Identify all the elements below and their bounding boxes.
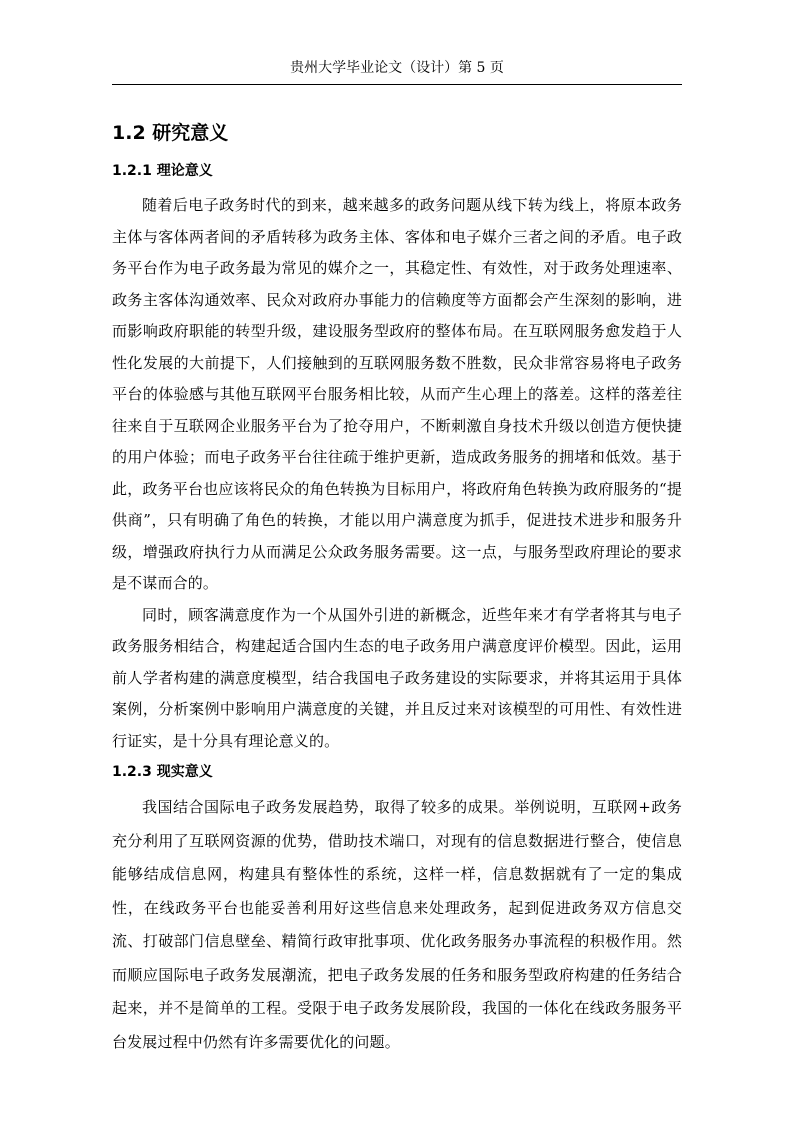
subsection-heading-theory: 1.2.1 理论意义 — [112, 163, 213, 179]
paragraph-theory-2: 同时，顾客满意度作为一个从国外引进的新概念，近些年来才有学者将其与电子政务服务相结合，构建起适合国内生态的电子政务用户满意度评价模型。因此，运用前人学者构建的满意度模型，结合我国电子政务建设的实际要求，并将其运用于具体案例，分析案例中影响用户满意度的关键，并且反过来对该模型的可用性、有效性进行证实，是十分具有理论意义的。 — [112, 605, 682, 750]
subsection-heading-practice: 1.2.3 现实意义 — [112, 764, 213, 780]
paragraph-theory-1: 随着后电子政务时代的到来，越来越多的政务问题从线下转为线上，将原本政务主体与客体两者间的矛盾转移为政务主体、客体和电子媒介三者之间的矛盾。电子政务平台作为电子政务最为常见的媒介之一，其稳定性、有效性，对于政务处理速率、政务主客体沟通效率、民众对政府办事能力的信赖度等方面都会产生深刻的影响，进而影响政府职能的转型升级，建设服务型政府的整体布局。在互联网服务愈发趋于人性化发展的大前提下，人们接触到的互联网服务数不胜数，民众非常容易将电子政务平台的体验感与其他互联网平台服务相比较，从而产生心理上的落差。这样的落差往往来自于互联网企业服务平台为了抢夺用户，不断刺激自身技术升级以创造方便快捷的用户体验；而电子政务平台往往疏于维护更新，造成政务服务的拥堵和低效。基于此，政务平台也应该将民众的角色转换为目标用户，将政府角色转换为政府服务的“提供商”，只有明确了角色的转换，才能以用户满意度为抓手，促进技术进步和服务升级，增强政府执行力从而满足公众政务服务需要。这一点，与服务型政府理论的要求是不谋而合的。 — [112, 196, 682, 592]
section-heading: 1.2 研究意义 — [112, 122, 229, 144]
paragraph-practice-1: 我国结合国际电子政务发展趋势，取得了较多的成果。举例说明，互联网+政务充分利用了互联网资源的优势，借助技术端口，对现有的信息数据进行整合，使信息能够结成信息网，构建具有整体性的系统，这样一样，信息数据就有了一定的集成性，在线政务平台也能妥善利用好这些信息来处理政务，起到促进政务双方信息交流、打破部门信息壁垒、精简行政审批事项、优化政务服务办事流程的积极作用。然而顺应国际电子政务发展潮流，把电子政务发展的任务和服务型政府构建的任务结合起来，并不是简单的工程。受限于电子政务发展阶段，我国的一体化在线政务服务平台发展过程中仍然有许多需要优化的问题。 — [112, 798, 682, 1051]
page-content — [112, 118, 682, 1059]
page-header: 贵州大学毕业论文（设计）第 5 页 — [112, 56, 682, 85]
